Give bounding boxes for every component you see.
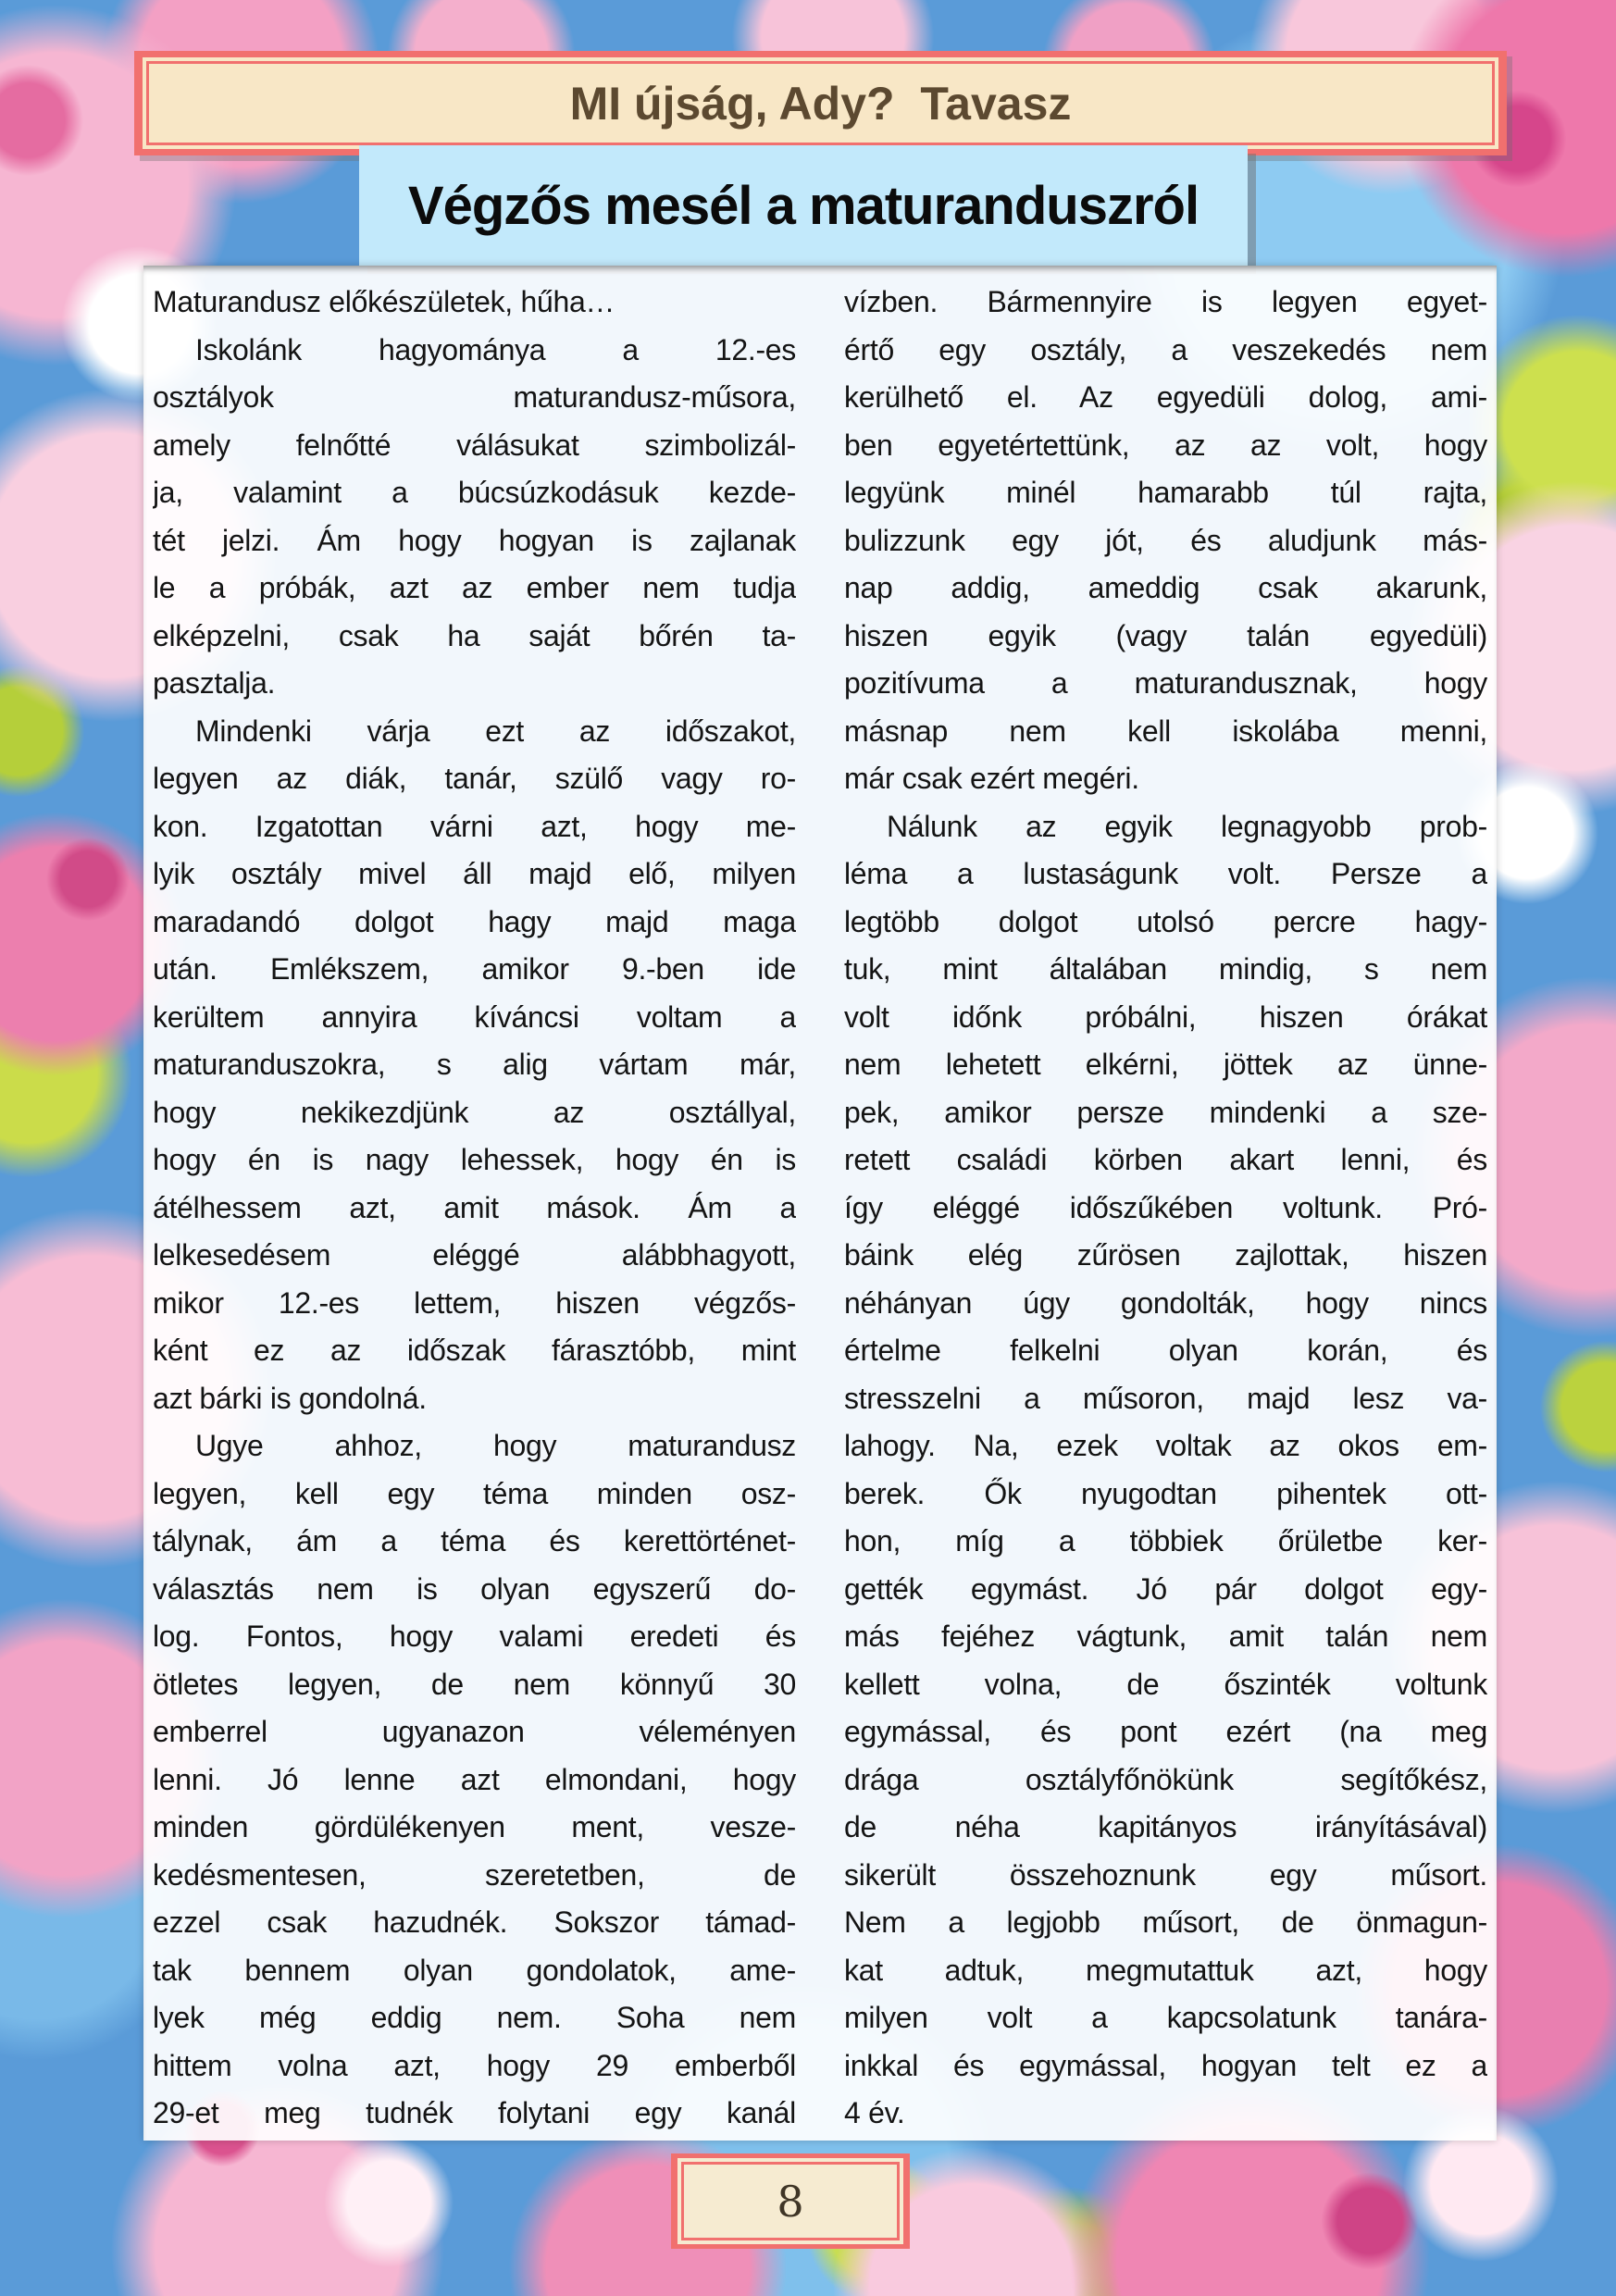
text-line: nem lehetett elkérni, jöttek az ünne-: [844, 1048, 1487, 1081]
text-line: lyek még eddig nem. Soha nem: [153, 2001, 796, 2034]
text-line: Ugye ahhoz, hogy maturandusz: [195, 1429, 796, 1462]
text-line: Mindenki várja ezt az időszakot,: [195, 714, 796, 748]
text-line: de néha kapitányos irányításával): [844, 1810, 1487, 1843]
text-line: átélhessem azt, amit mások. Ám a: [153, 1190, 796, 1224]
text-line: legyen az diák, tanár, szülő vagy ro-: [153, 762, 796, 795]
text-line: értő egy osztály, a veszekedés nem: [844, 332, 1487, 366]
text-line: lenni. Jó lenne azt elmondani, hogy: [153, 1762, 796, 1796]
text-line: inkkal és egymással, hogyan telt ez a: [844, 2048, 1487, 2082]
text-line: osztályok maturandusz-műsora,: [153, 380, 796, 414]
text-line: legtöbb dolgot utolsó percre hagy-: [844, 904, 1487, 938]
text-line: elképzelni, csak ha saját bőrén ta-: [153, 618, 796, 652]
text-line: tálynak, ám a téma és kerettörténet-: [153, 1524, 796, 1558]
text-line: más fejéhez vágtunk, amit talán nem: [844, 1620, 1487, 1653]
column-left: [153, 279, 796, 2141]
text-line: 4 év.: [844, 2096, 905, 2129]
masthead-inner-frame: [146, 61, 1495, 145]
text-line: lahogy. Na, ezek voltak az okos em-: [844, 1429, 1487, 1462]
text-line: tuk, mint általában mindig, s nem: [844, 952, 1487, 986]
text-line: léma a lustaságunk volt. Persze a: [844, 857, 1487, 890]
text-line: ezzel csak hazudnék. Sokszor támad-: [153, 1905, 796, 1939]
text-line: Nálunk az egyik legnagyobb prob-: [887, 809, 1487, 843]
text-line: ja, valamint a búcsúzkodásuk kezde-: [153, 476, 796, 509]
text-line: volt időnk próbálni, hiszen órákat: [844, 999, 1487, 1034]
text-line: kerülhető el. Az egyedüli dolog, ami-: [844, 380, 1487, 414]
page-number-box: [671, 2153, 910, 2249]
text-line: értelme felkelni olyan korán, és: [844, 1334, 1487, 1367]
article-body-panel: [143, 266, 1497, 2141]
text-line: milyen volt a kapcsolatunk tanára-: [844, 2001, 1487, 2034]
text-line: emberrel ugyanazon véleményen: [153, 1715, 796, 1748]
article-title-box: [359, 145, 1248, 266]
text-line: maradandó dolgot hagy majd maga: [153, 904, 796, 938]
text-line: Iskolánk hagyománya a 12.-es: [195, 332, 796, 366]
text-line: kat adtuk, megmutattuk azt, hogy: [844, 1953, 1487, 1987]
text-line: hogy nekikezdjünk az osztállyal,: [153, 1095, 796, 1129]
text-line: hiszen egyik (vagy talán egyedüli): [844, 618, 1487, 652]
text-line: tak bennem olyan gondolatok, ame-: [153, 1953, 796, 1987]
column-right: [844, 279, 1487, 2141]
page-number: 8: [777, 2176, 804, 2227]
text-line: berek. Ők nyugodtan pihentek ott-: [844, 1476, 1487, 1510]
text-line: lyik osztály mivel áll majd elő, milyen: [153, 857, 796, 890]
text-line: log. Fontos, hogy valami eredeti és: [153, 1620, 796, 1653]
text-line: kerültem annyira kíváncsi voltam a: [153, 999, 796, 1034]
text-line: tét jelzi. Ám hogy hogyan is zajlanak: [153, 523, 796, 557]
text-line: kon. Izgatottan várni azt, hogy me-: [153, 809, 796, 843]
text-line: kedésmentesen, szeretetben, de: [153, 1857, 796, 1892]
masthead-box: [134, 51, 1507, 155]
article-title: Végzős mesél a maturanduszról: [407, 175, 1200, 236]
text-line: már csak ezért megéri.: [844, 762, 1139, 795]
text-line: pek, amikor persze mindenki a sze-: [844, 1095, 1487, 1129]
text-line: báink elég zűrösen zajlottak, hiszen: [844, 1238, 1487, 1272]
text-line: hon, míg a többiek őrületbe ker-: [844, 1524, 1487, 1558]
text-line: gették egymást. Jó pár dolgot egy-: [844, 1571, 1487, 1606]
text-line: drága osztályfőnökünk segítőkész,: [844, 1762, 1487, 1796]
text-line: hogy én is nagy lehessek, hogy én is: [153, 1143, 796, 1176]
text-line: néhányan úgy gondolták, hogy nincs: [844, 1285, 1487, 1320]
text-line: nap addig, ameddig csak akarunk,: [844, 571, 1487, 604]
text-line: stresszelni a műsoron, majd lesz va-: [844, 1381, 1487, 1415]
page-number-inner-frame: [681, 2162, 900, 2240]
text-line: sikerült összehoznunk egy műsort.: [844, 1857, 1487, 1892]
text-line: le a próbák, azt az ember nem tudja: [153, 571, 796, 604]
text-line: lelkesedésem eléggé alábbhagyott,: [153, 1238, 796, 1272]
text-line: vízben. Bármennyire is legyen egyet-: [844, 285, 1487, 318]
text-line: pozitívuma a maturandusznak, hogy: [844, 666, 1487, 700]
text-line: Nem a legjobb műsort, de önmagun-: [844, 1905, 1487, 1939]
text-line: maturanduszokra, s alig vártam már,: [153, 1048, 796, 1081]
text-line: egymással, és pont ezért (na meg: [844, 1715, 1487, 1748]
text-line: legyen, kell egy téma minden osz-: [153, 1476, 796, 1510]
text-line: Maturandusz előkészületek, hűha…: [153, 285, 615, 318]
masthead-title: MI újság, Ady? Tavasz: [569, 77, 1072, 130]
text-line: legyünk minél hamarabb túl rajta,: [844, 476, 1487, 509]
text-line: pasztalja.: [153, 666, 276, 700]
text-line: után. Emlékszem, amikor 9.-ben ide: [153, 952, 796, 986]
text-line: retett családi körben akart lenni, és: [844, 1143, 1487, 1176]
text-line: bulizzunk egy jót, és aludjunk más-: [844, 523, 1487, 557]
text-line: amely felnőtté válásukat szimbolizál-: [153, 428, 796, 462]
text-line: azt bárki is gondolná.: [153, 1381, 427, 1415]
text-line: mikor 12.-es lettem, hiszen végzős-: [153, 1285, 796, 1320]
text-line: másnap nem kell iskolába menni,: [844, 714, 1487, 748]
text-line: minden gördülékenyen ment, vesze-: [153, 1810, 796, 1843]
text-line: hittem volna azt, hogy 29 emberből: [153, 2048, 796, 2082]
text-line: így eléggé időszűkében voltunk. Pró-: [844, 1190, 1487, 1224]
text-line: ként ez az időszak fárasztóbb, mint: [153, 1334, 796, 1367]
text-line: választás nem is olyan egyszerű do-: [153, 1571, 796, 1606]
text-line: ötletes legyen, de nem könnyű 30: [153, 1667, 796, 1701]
text-line: ben egyetértettünk, az az volt, hogy: [844, 428, 1487, 462]
text-line: 29-et meg tudnék folytani egy kanál: [153, 2096, 796, 2129]
text-line: kellett volna, de őszinték voltunk: [844, 1667, 1487, 1701]
